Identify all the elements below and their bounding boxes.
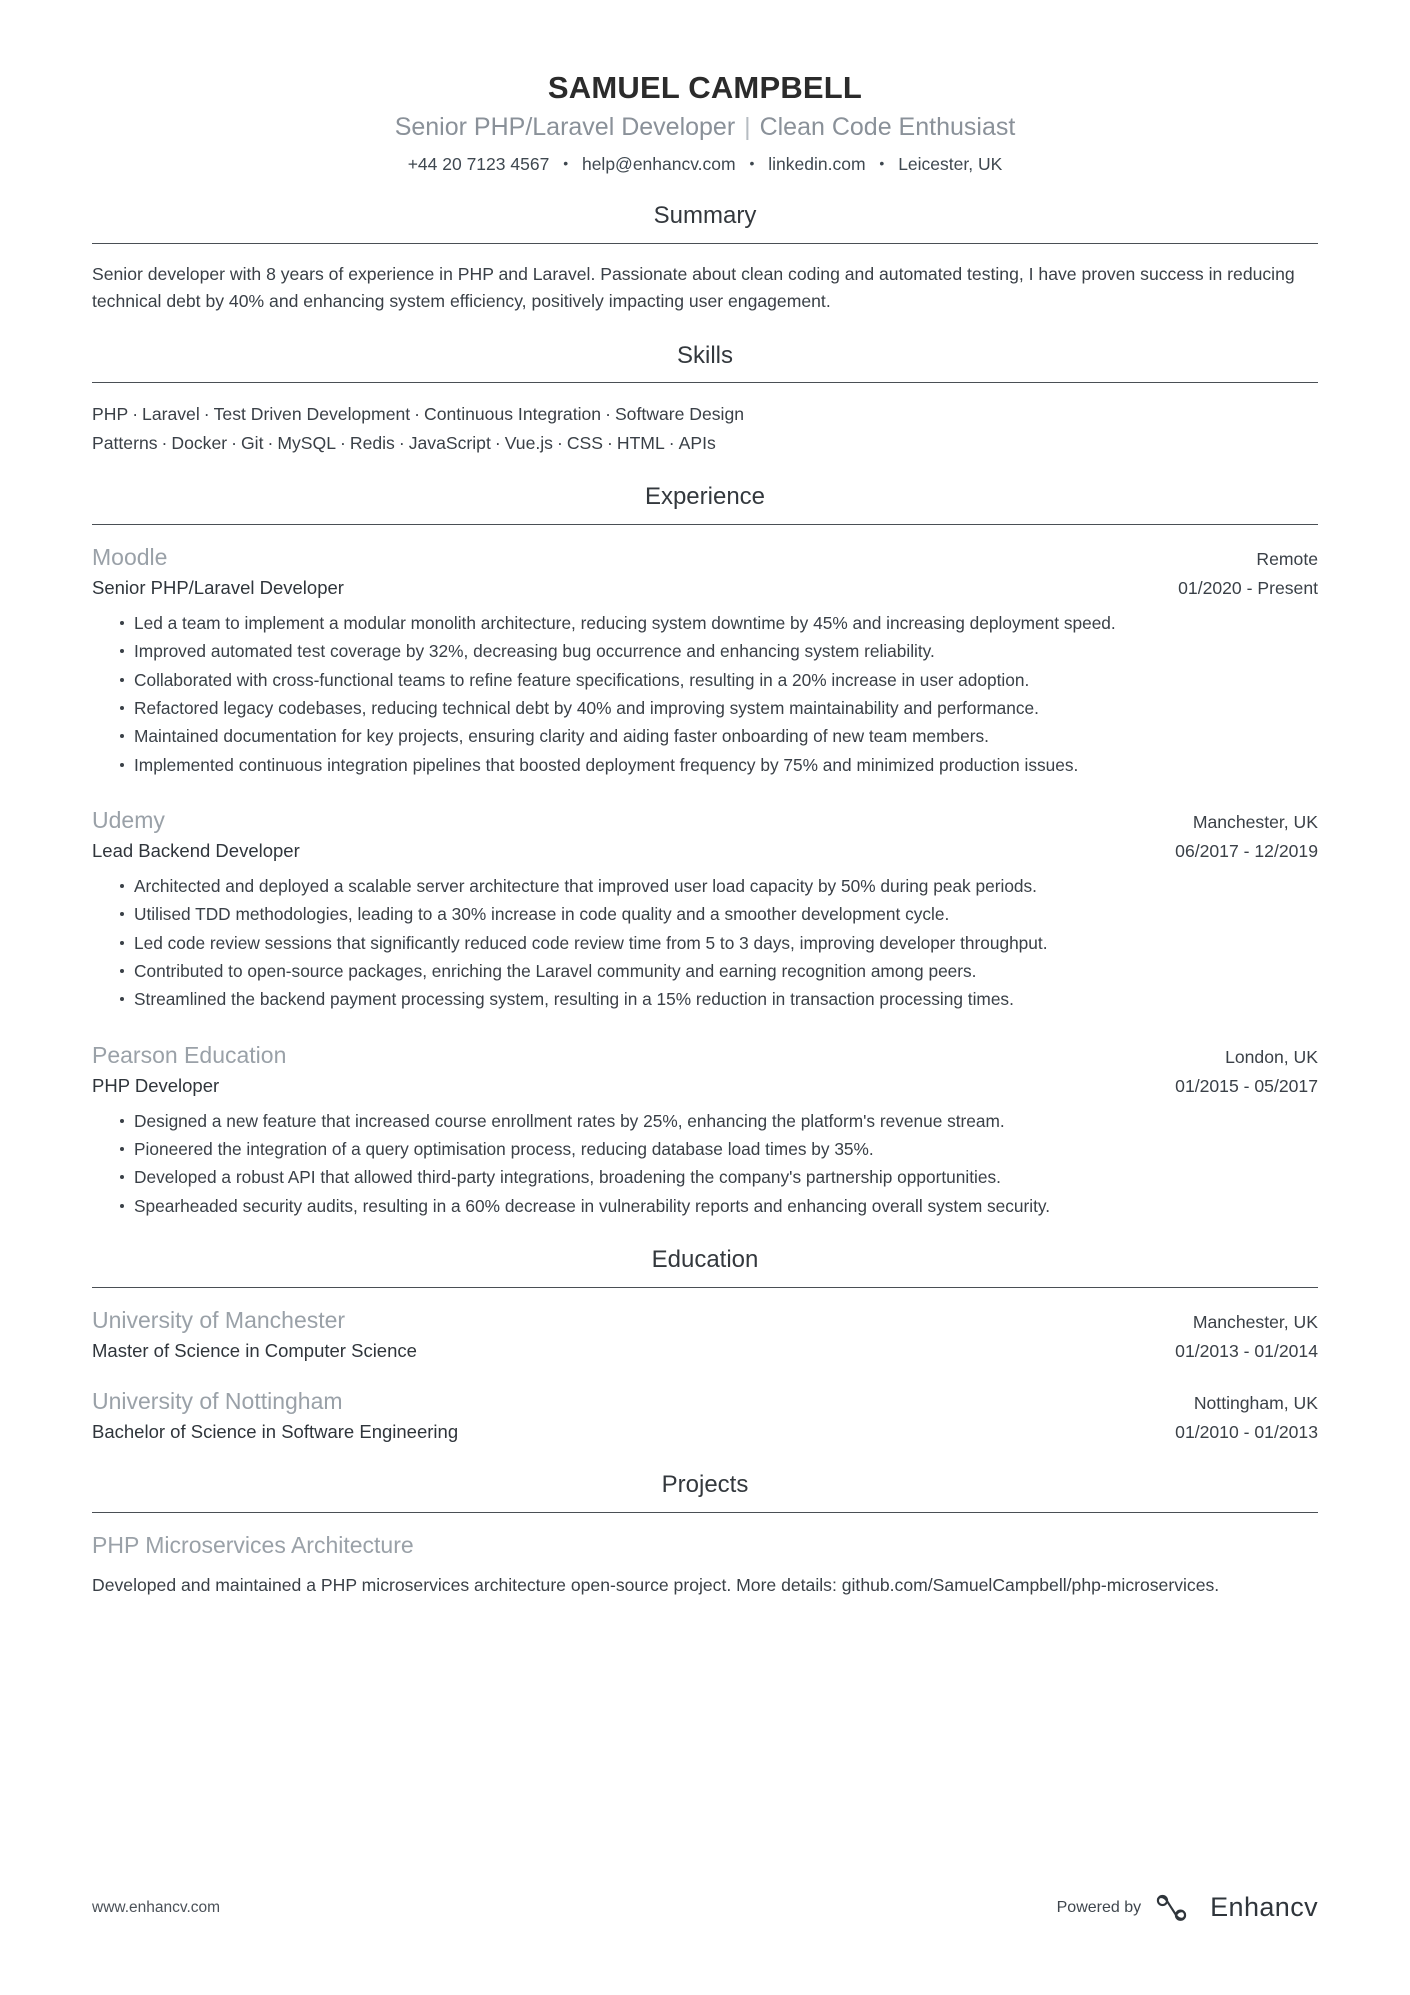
skill-item: PHP bbox=[92, 404, 129, 425]
company-name: Udemy bbox=[92, 807, 165, 834]
entry-subheader-row bbox=[92, 1420, 1318, 1445]
skill-item: CSS bbox=[566, 432, 603, 453]
achievement-item: Designed a new feature that increased course enrollment rates by 25%, enhancing the platform's revenue stream. bbox=[120, 1108, 1318, 1135]
skill-item: HTML bbox=[616, 432, 665, 453]
achievement-item: Led code review sessions that significantly reduced code review time from 5 to 3 days, improving developer throughput. bbox=[120, 930, 1318, 957]
achievement-list bbox=[92, 610, 1318, 779]
role-divider: | bbox=[744, 112, 751, 141]
company-name: Moodle bbox=[92, 544, 168, 571]
entry-header-row bbox=[92, 805, 1318, 836]
school-location: Manchester, UK bbox=[1192, 1311, 1318, 1332]
education-entry bbox=[92, 1305, 1318, 1364]
experience-entry bbox=[92, 542, 1318, 779]
resume-content bbox=[92, 0, 1318, 1599]
contact-email[interactable]: help@enhancv.com bbox=[581, 153, 736, 174]
entry-header-row bbox=[92, 1386, 1318, 1417]
achievement-item: Architected and deployed a scalable server architecture that improved user load capacity by 50% during peak periods. bbox=[120, 873, 1318, 900]
skill-separator: · bbox=[398, 432, 405, 453]
section-experience bbox=[92, 483, 1318, 1220]
section-title-skills: Skills bbox=[676, 341, 733, 369]
contact-separator-icon: • bbox=[563, 154, 569, 171]
company-location: Manchester, UK bbox=[1192, 812, 1318, 833]
skill-separator: · bbox=[340, 432, 346, 453]
job-date-range: 01/2020 - Present bbox=[1178, 578, 1318, 599]
entry-header-row bbox=[92, 542, 1318, 573]
skill-separator: · bbox=[231, 432, 237, 453]
education-date-range: 01/2010 - 01/2013 bbox=[1175, 1421, 1318, 1442]
experience-entry bbox=[92, 1040, 1318, 1220]
achievement-item: Spearheaded security audits, resulting in a 60% decrease in vulnerability reports and enhancing overall system security. bbox=[120, 1193, 1318, 1220]
skill-separator: · bbox=[607, 432, 613, 453]
section-summary bbox=[92, 202, 1318, 315]
enhancv-wordmark: Enhancv bbox=[1210, 1892, 1318, 1922]
skill-item: MySQL bbox=[277, 432, 336, 453]
skill-separator: · bbox=[203, 404, 210, 425]
powered-by-label: Powered by bbox=[1056, 1898, 1142, 1916]
section-title-education: Education bbox=[651, 1246, 759, 1274]
entry-subheader-row bbox=[92, 1074, 1318, 1099]
role-secondary: Clean Code Enthusiast bbox=[759, 112, 1016, 141]
skill-separator: · bbox=[605, 404, 611, 425]
page-footer bbox=[92, 1892, 1318, 1923]
skill-separator: · bbox=[494, 432, 501, 453]
project-description: Developed and maintained a PHP microservices architecture open-source project. More details: github.com/SamuelCampbell/php-microservices. bbox=[92, 1574, 1220, 1595]
skill-item: APIs bbox=[678, 432, 716, 453]
skills-list bbox=[92, 400, 1318, 457]
achievement-item: Maintained documentation for key projects, ensuring clarity and aiding faster onboarding of new team members. bbox=[120, 723, 1318, 750]
achievement-item: Developed a robust API that allowed third-party integrations, broadening the company's partnership opportunities. bbox=[120, 1164, 1318, 1191]
entry-header-row bbox=[92, 1040, 1318, 1071]
projects-body bbox=[92, 1513, 1318, 1599]
skills-body bbox=[92, 383, 1318, 457]
skill-item: Software Design Patterns bbox=[92, 404, 745, 453]
company-name: Pearson Education bbox=[92, 1041, 287, 1068]
skill-item: Laravel bbox=[142, 404, 200, 425]
summary-body bbox=[92, 244, 1318, 316]
candidate-role bbox=[92, 111, 1318, 145]
contact-phone: +44 20 7123 4567 bbox=[407, 153, 550, 174]
achievement-item: Utilised TDD methodologies, leading to a 30% increase in code quality and a smoother development cycle. bbox=[120, 901, 1318, 928]
school-name: University of Nottingham bbox=[92, 1387, 343, 1414]
contact-separator-icon: • bbox=[879, 154, 885, 171]
section-title-experience: Experience bbox=[644, 483, 766, 511]
contact-line bbox=[92, 152, 1318, 177]
entry-subheader-row bbox=[92, 1339, 1318, 1364]
skill-item: Git bbox=[240, 432, 264, 453]
project-entry bbox=[92, 1530, 1318, 1599]
skill-separator: · bbox=[267, 432, 274, 453]
job-date-range: 06/2017 - 12/2019 bbox=[1175, 841, 1318, 862]
skill-separator: · bbox=[556, 432, 563, 453]
job-title: Lead Backend Developer bbox=[92, 840, 300, 862]
achievement-list bbox=[92, 1108, 1318, 1220]
company-location: Remote bbox=[1256, 549, 1318, 570]
achievement-item: Streamlined the backend payment processing system, resulting in a 15% reduction in transaction processing times. bbox=[120, 986, 1318, 1013]
school-name: University of Manchester bbox=[92, 1306, 346, 1333]
skill-item: Redis bbox=[349, 432, 395, 453]
achievement-item: Contributed to open-source packages, enriching the Laravel community and earning recognition among peers. bbox=[120, 958, 1318, 985]
contact-separator-icon: • bbox=[749, 154, 755, 171]
section-skills bbox=[92, 342, 1318, 458]
achievement-item: Led a team to implement a modular monolith architecture, reducing system downtime by 45% and increasing deployment speed. bbox=[120, 610, 1318, 637]
skill-item: Docker bbox=[171, 432, 228, 453]
achievement-item: Improved automated test coverage by 32%, decreasing bug occurrence and enhancing system reliability. bbox=[120, 638, 1318, 665]
skill-separator: · bbox=[161, 432, 168, 453]
section-title-summary: Summary bbox=[653, 202, 757, 230]
project-name: PHP Microservices Architecture bbox=[92, 1531, 414, 1558]
skill-separator: · bbox=[132, 404, 139, 425]
job-title: PHP Developer bbox=[92, 1074, 220, 1096]
achievement-item: Pioneered the integration of a query optimisation process, reducing database load times by 35%. bbox=[120, 1136, 1318, 1163]
degree-name: Bachelor of Science in Software Engineering bbox=[92, 1420, 459, 1442]
section-education bbox=[92, 1246, 1318, 1445]
skill-item: Vue.js bbox=[504, 432, 553, 453]
education-entry bbox=[92, 1386, 1318, 1445]
entry-subheader-row bbox=[92, 576, 1318, 601]
section-title-projects: Projects bbox=[661, 1470, 749, 1498]
school-location: Nottingham, UK bbox=[1193, 1392, 1318, 1413]
candidate-name: SAMUEL CAMPBELL bbox=[547, 70, 863, 105]
experience-entry bbox=[92, 805, 1318, 1014]
skill-separator: · bbox=[668, 432, 675, 453]
experience-body bbox=[92, 525, 1318, 1220]
footer-website[interactable]: www.enhancv.com bbox=[92, 1898, 221, 1916]
job-date-range: 01/2015 - 05/2017 bbox=[1175, 1075, 1318, 1096]
achievement-item: Collaborated with cross-functional teams to refine feature specifications, resulting in a 20% increase in user adoption. bbox=[120, 667, 1318, 694]
achievement-list bbox=[92, 873, 1318, 1014]
job-title: Senior PHP/Laravel Developer bbox=[92, 577, 344, 599]
skill-item: JavaScript bbox=[408, 432, 491, 453]
skill-item: Continuous Integration bbox=[424, 404, 602, 425]
skill-separator: · bbox=[414, 404, 421, 425]
entry-subheader-row bbox=[92, 839, 1318, 864]
company-location: London, UK bbox=[1225, 1046, 1318, 1067]
footer-branding bbox=[1057, 1892, 1318, 1923]
contact-location: Leicester, UK bbox=[898, 153, 1003, 174]
education-date-range: 01/2013 - 01/2014 bbox=[1175, 1340, 1318, 1361]
enhancv-mark-icon bbox=[1155, 1893, 1201, 1923]
section-projects bbox=[92, 1471, 1318, 1599]
degree-name: Master of Science in Computer Science bbox=[92, 1339, 417, 1361]
achievement-item: Implemented continuous integration pipelines that boosted deployment frequency by 75% and minimized production issues. bbox=[120, 752, 1318, 779]
contact-linkedin[interactable]: linkedin.com bbox=[768, 153, 866, 174]
entry-header-row bbox=[92, 1305, 1318, 1336]
enhancv-logo bbox=[1155, 1892, 1318, 1923]
summary-text: Senior developer with 8 years of experience in PHP and Laravel. Passionate about clean coding and automated testing, I have proven success in reducing technical debt by 40% and enhancing system efficiency, positively impacting user engagement. bbox=[92, 264, 1295, 312]
achievement-item: Refactored legacy codebases, reducing technical debt by 40% and improving system maintainability and performance. bbox=[120, 695, 1318, 722]
resume-header bbox=[92, 0, 1318, 176]
role-primary: Senior PHP/Laravel Developer bbox=[394, 112, 736, 141]
skill-item: Test Driven Development bbox=[213, 404, 411, 425]
education-body bbox=[92, 1288, 1318, 1445]
